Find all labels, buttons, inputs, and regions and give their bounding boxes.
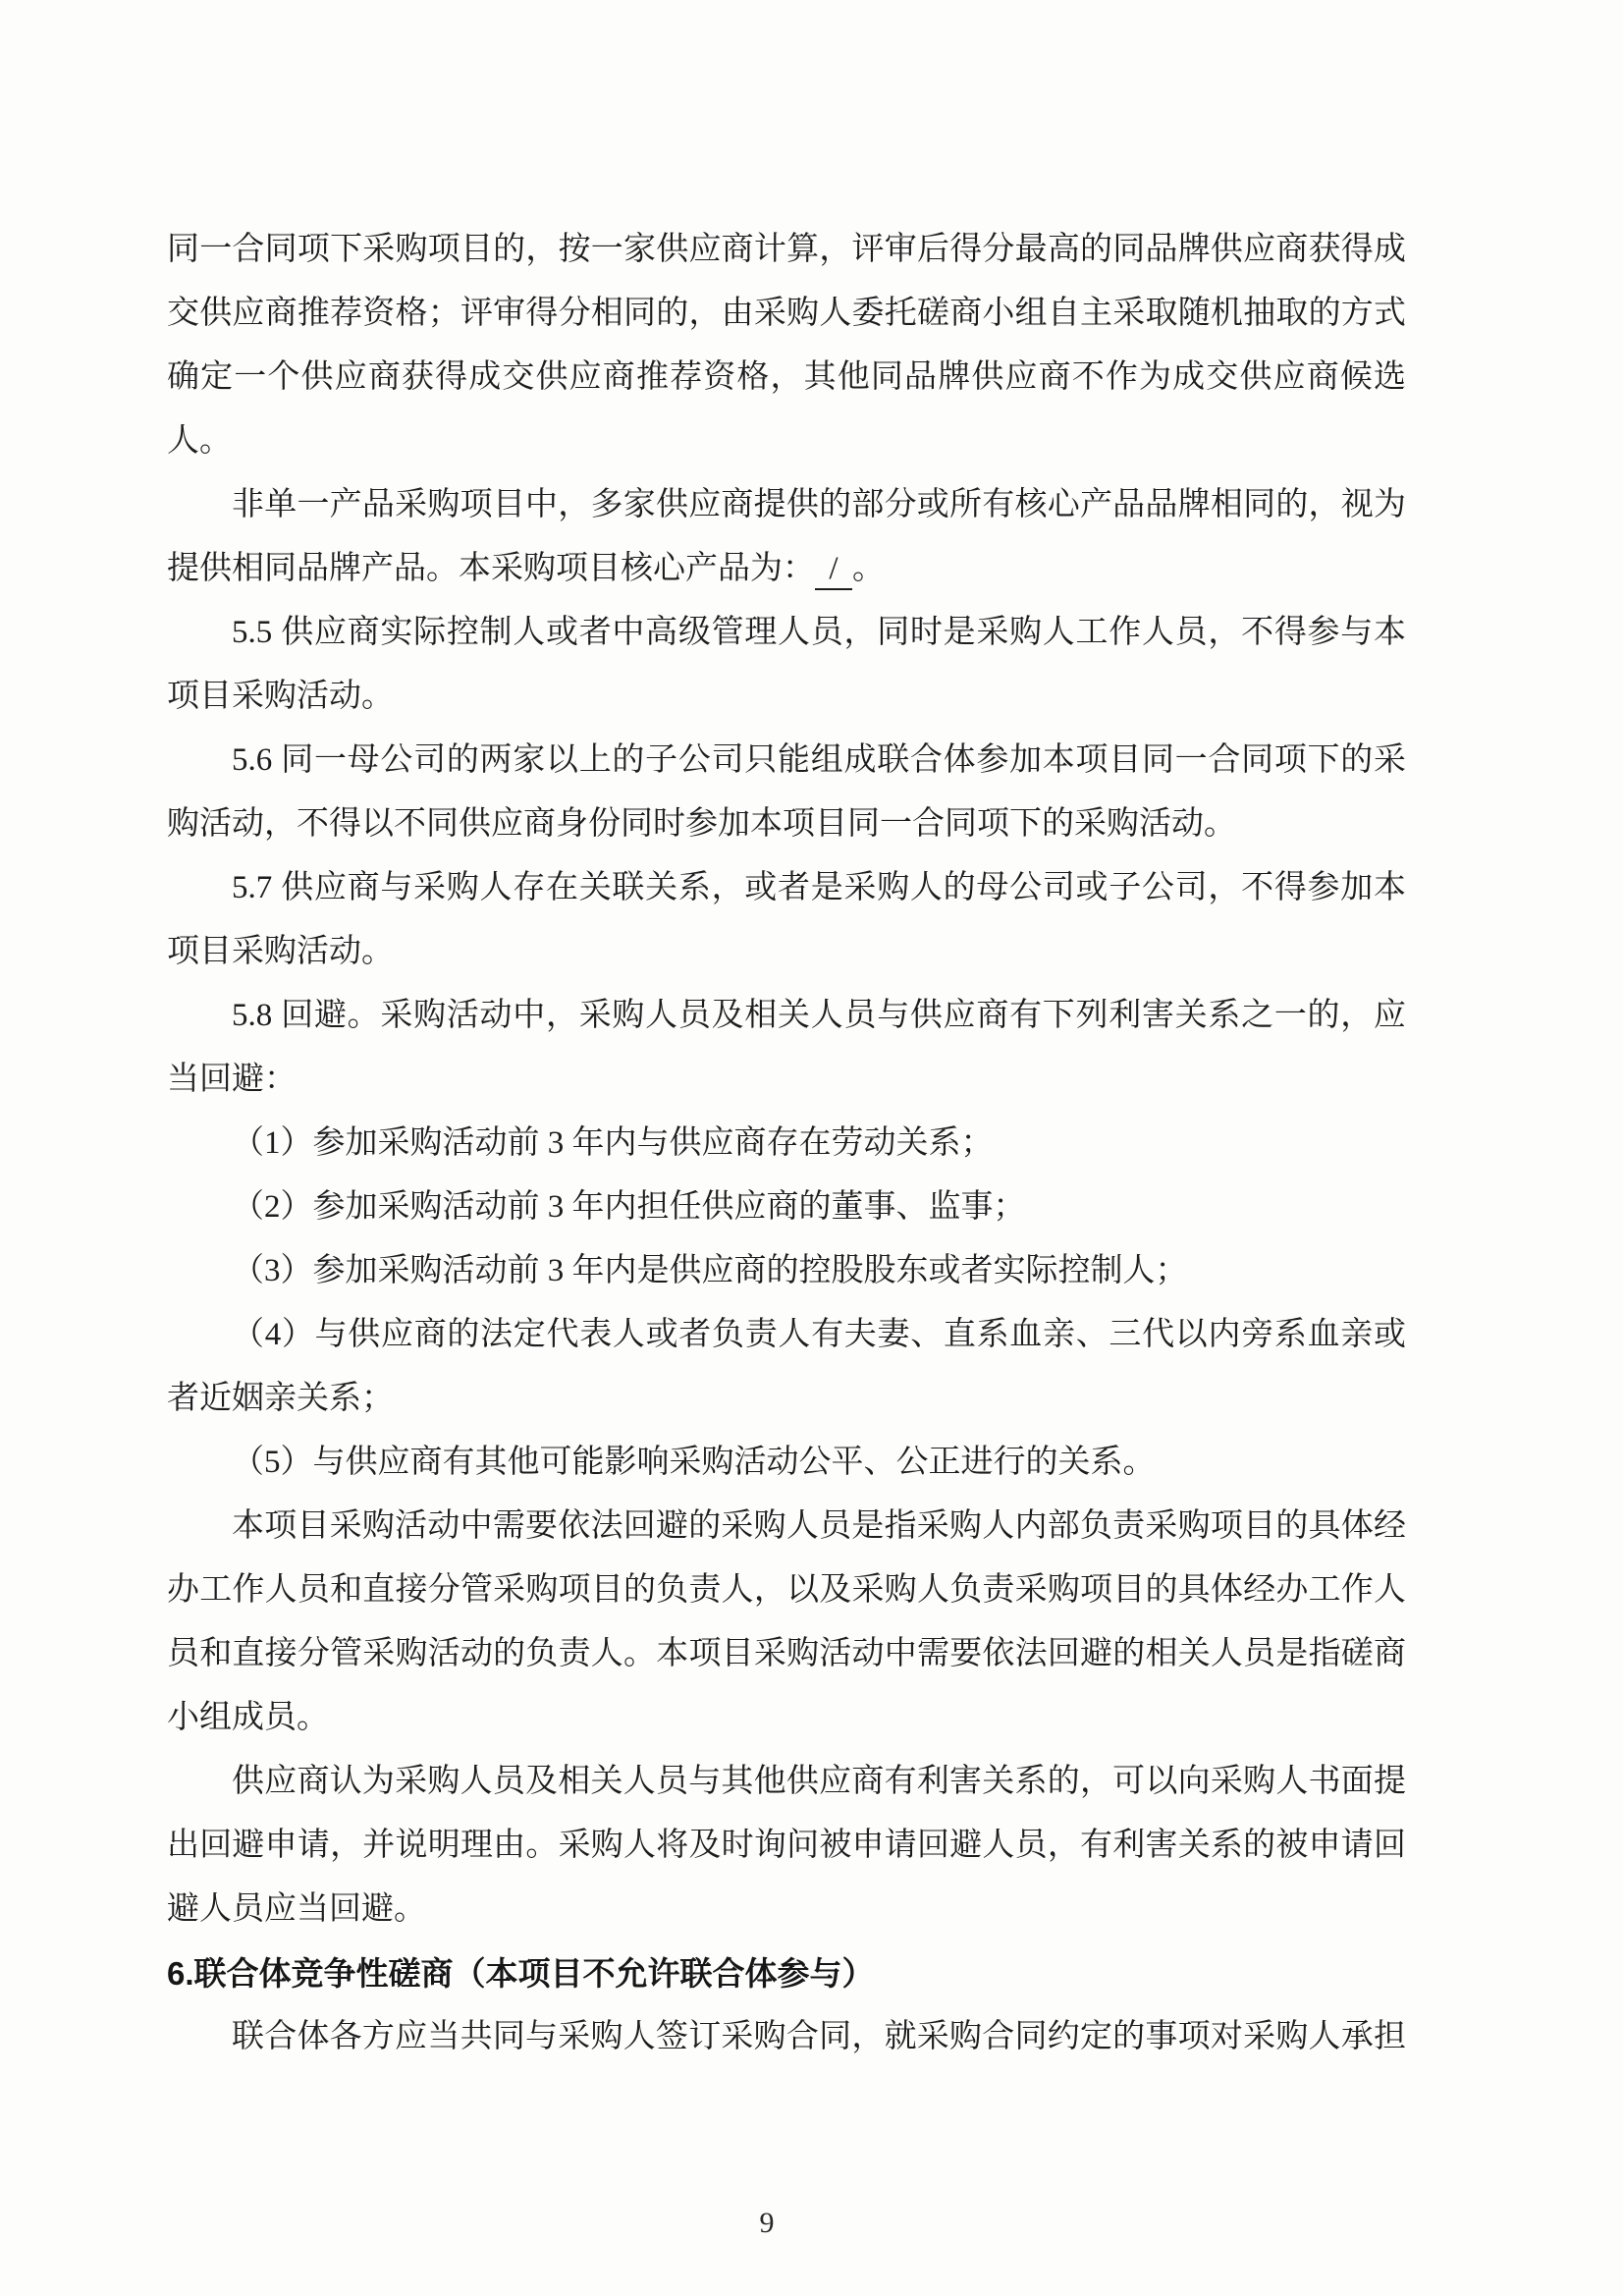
para-5-8-item-1: （1）参加采购活动前 3 年内与供应商存在劳动关系； [232,1125,994,1161]
page-number: 9 [759,2207,775,2239]
para-5-6: 5.6 同一母公司的两家以上的子公司只能组成联合体参加本项目同一合同项下的采购活动，不得以不同供应商身份同时参加本项目同一合同项下的采购活动。 [167,742,1406,842]
para-avoidance-definition: 本项目采购活动中需要依法回避的采购人员是指采购人内部负责采购项目的具体经办工作人员和直接分管采购项目的负责人，以及采购人负责采购项目的具体经办工作人员和直接分管采购活动的负责人。本项目采购活动中需要依法回避的相关人员是指磋商小组成员。 [167,1508,1406,1735]
para-5-8-item-4: （4）与供应商的法定代表人或者负责人有夫妻、直系血亲、三代以内旁系血亲或者近姻亲关系； [167,1317,1406,1416]
text-segment: 。 [852,551,885,586]
document-body [167,218,1406,2069]
para-5-7: 5.7 供应商与采购人存在关联关系，或者是采购人的母公司或子公司，不得参加本项目采购活动。 [167,870,1406,969]
para-consortium-contract: 联合体各方应当共同与采购人签订采购合同，就采购合同约定的事项对采购人承担 [232,2019,1406,2054]
para-5-8-item-3: （3）参加采购活动前 3 年内是供应商的控股股东或者实际控制人； [232,1253,1188,1288]
para-non-single-product [167,473,1406,601]
para-5-8: 5.8 回避。采购活动中，采购人员及相关人员与供应商有下列利害关系之一的，应当回避： [167,998,1406,1097]
para-5-5: 5.5 供应商实际控制人或者中高级管理人员，同时是采购人工作人员，不得参与本项目采购活动。 [167,615,1406,714]
heading-6-consortium: 6.联合体竞争性磋商（本项目不允许联合体参与） [167,1955,875,1992]
para-avoidance-application: 供应商认为采购人员及相关人员与其他供应商有利害关系的，可以向采购人书面提出回避申请，并说明理由。采购人将及时询问被申请回避人员，有利害关系的被申请回避人员应当回避。 [167,1764,1406,1927]
para-5-8-item-2: （2）参加采购活动前 3 年内担任供应商的董事、监事； [232,1189,1026,1225]
text-segment: 非单一产品采购项目中，多家供应商提供的部分或所有核心产品品牌相同的，视为提供相同品牌产品。本采购项目核心产品为： [167,487,1406,586]
para-5-8-item-5: （5）与供应商有其他可能影响采购活动公平、公正进行的关系。 [232,1445,1156,1480]
para-same-brand-continued: 同一合同项下采购项目的，按一家供应商计算，评审后得分最高的同品牌供应商获得成交供应商推荐资格；评审得分相同的，由采购人委托磋商小组自主采取随机抽取的方式确定一个供应商获得成交供应商推荐资格，其他同品牌供应商不作为成交供应商候选人。 [167,232,1406,459]
filled-blank-value: / [815,549,852,590]
